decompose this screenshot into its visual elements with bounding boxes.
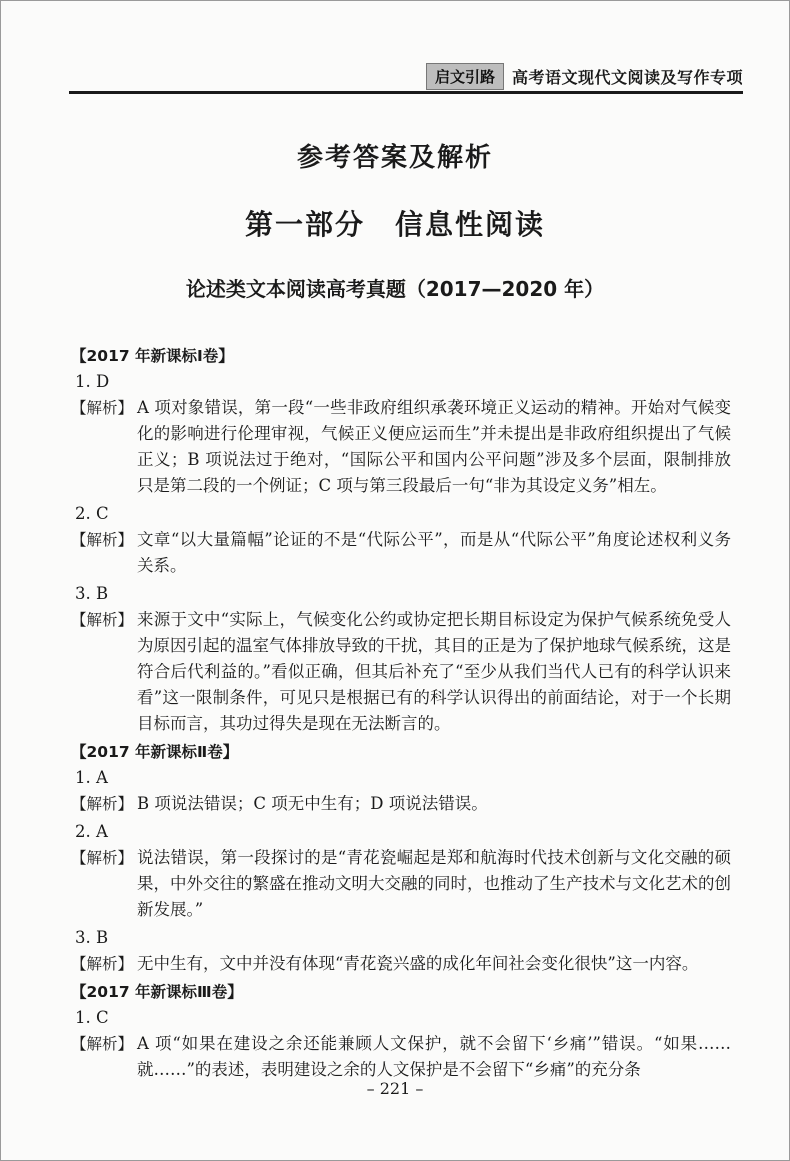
analysis-label: 【解析】 [71, 611, 134, 629]
analysis-label: 【解析】 [71, 955, 134, 973]
analysis-text: A 项对象错误，第一段“一些非政府组织承袭环境正义运动的精神。开始对气候变化的影响进行伦理审视，气候正义便应运而生”并未提出是非政府组织提出了气候正义；B 项说法过于绝对，“国际公平和国内公平问题”涉及多个层面，限制排放只是第二段的一个例证；C 项与第三段最后一句“非为其设定义务”相左。 [137, 398, 731, 495]
section-title: 论述类文本阅读高考真题（2017—2020 年） [185, 277, 605, 301]
analysis-text: 说法错误，第一段探讨的是“青花瓷崛起是郑和航海时代技术创新与文化交融的硕果，中外交往的繁盛在推动文明大交融的同时，也推动了生产技术与文化艺术的创新发展。” [137, 848, 731, 919]
analysis-block [71, 395, 731, 499]
analysis-label: 【解析】 [71, 795, 134, 813]
analysis-block [71, 845, 731, 923]
analysis-label: 【解析】 [71, 531, 134, 549]
analysis-block [71, 1031, 731, 1083]
answer-item: 1. C [75, 1008, 109, 1027]
analysis-label: 【解析】 [71, 849, 134, 867]
exam-heading: 【2017 年新课标Ⅲ卷】 [71, 983, 243, 1001]
analysis-block [71, 607, 731, 737]
page-number: – 221 – [366, 1079, 424, 1098]
brand-badge: 启文引路 [426, 63, 504, 90]
answer-item: 2. A [75, 822, 108, 841]
analysis-text: B 项说法错误；C 项无中生有；D 项说法错误。 [137, 794, 488, 813]
analysis-block [71, 527, 731, 579]
analysis-text: 来源于文中“实际上，气候变化公约或协定把长期目标设定为保护气候系统免受人为原因引起的温室气体排放导致的干扰，其目的正是为了保护地球气候系统，这是符合后代利益的。”看似正确，但其后补充了“至少从我们当代人已有的科学认识来看”这一限制条件，可见只是根据已有的科学认识得出的前面结论，对于一个长期目标而言，其功过得失是现在无法断言的。 [137, 610, 731, 733]
answer-item: 3. B [75, 584, 109, 603]
running-header [426, 63, 743, 90]
analysis-label: 【解析】 [71, 1035, 134, 1053]
analysis-block [71, 791, 731, 817]
answer-content [71, 343, 731, 1085]
page-title: 参考答案及解析 [296, 143, 493, 173]
analysis-label: 【解析】 [71, 399, 134, 417]
answer-item: 3. B [75, 928, 109, 947]
part-title: 第一部分 信息性阅读 [244, 208, 545, 241]
analysis-block [71, 951, 731, 977]
book-title: 高考语文现代文阅读及写作专项 [511, 68, 743, 87]
exam-heading: 【2017 年新课标Ⅱ卷】 [71, 743, 239, 761]
analysis-text: A 项“如果在建设之余还能兼顾人文保护，就不会留下‘乡痛’”错误。“如果……就……”的表述，表明建设之余的人文保护是不会留下“乡痛”的充分条 [137, 1034, 731, 1079]
answer-item: 2. C [75, 504, 109, 523]
answer-item: 1. A [75, 768, 108, 787]
analysis-text: 文章“以大量篇幅”论证的不是“代际公平”，而是从“代际公平”角度论述权利义务关系。 [137, 530, 731, 575]
header-divider [69, 91, 743, 94]
exam-heading: 【2017 年新课标Ⅰ卷】 [71, 347, 234, 365]
answer-item: 1. D [75, 372, 110, 391]
analysis-text: 无中生有，文中并没有体现“青花瓷兴盛的成化年间社会变化很快”这一内容。 [137, 954, 699, 973]
